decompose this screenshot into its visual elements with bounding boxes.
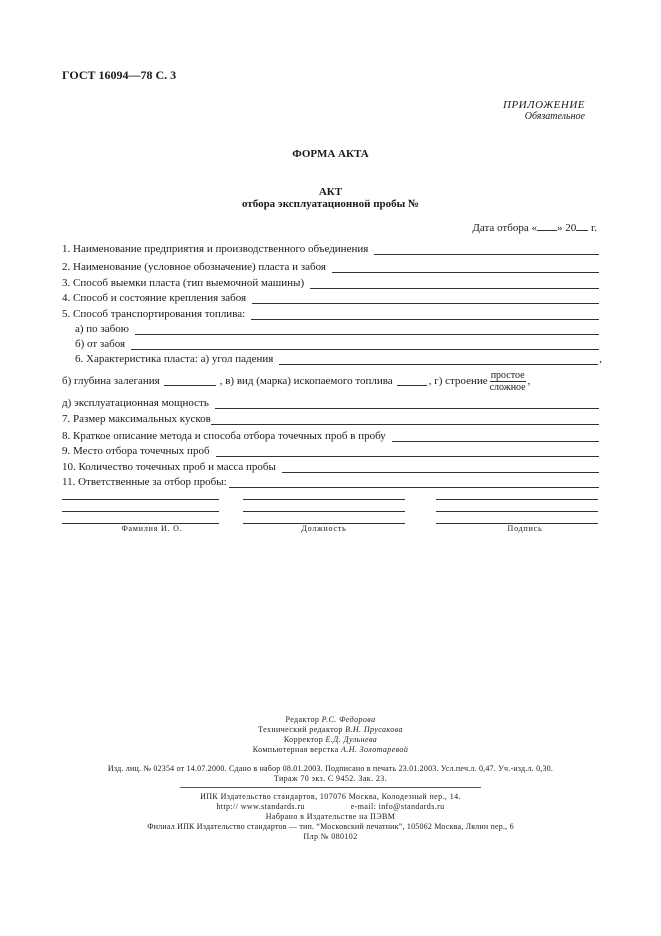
item-3-label: 3. Способ выемки пласта (тип выемочной машины): [62, 277, 305, 289]
item-10-label: 10. Количество точечных проб и масса пробы: [62, 461, 276, 473]
item-3-row: [62, 275, 599, 289]
item-5a-row: [75, 321, 599, 335]
item-7-row: [62, 411, 599, 425]
item-6-row: [75, 351, 602, 365]
signature-line-1[interactable]: [436, 499, 598, 500]
act-title: АКТ: [318, 186, 343, 198]
item-8-row: [62, 428, 599, 442]
imprint-contacts: [0, 802, 661, 812]
name-line-1[interactable]: [62, 499, 219, 500]
imprint-publisher: ИПК Издательство стандартов, 107076 Москва, Колодезный пер., 14.: [200, 792, 461, 801]
item-6-label: 6. Характеристика пласта: а) угол падения: [75, 353, 274, 365]
tech-editor-label: Технический редактор: [258, 725, 346, 734]
item-11-label: 11. Ответственные за отбор пробы:: [62, 476, 227, 488]
imprint-website: http:// www.standards.ru: [216, 802, 305, 811]
item-6d-field[interactable]: [215, 399, 599, 409]
item-1-field[interactable]: [374, 245, 599, 255]
tech-editor-name: В.Н. Прусакова: [345, 725, 403, 734]
tech-editor-line: [0, 725, 661, 735]
date-day-blank[interactable]: [537, 220, 557, 231]
item-9-row: [62, 443, 599, 457]
layout-name: А.Н. Золотаревой: [341, 745, 409, 754]
signature-line-2[interactable]: [436, 511, 598, 512]
item-10-field[interactable]: [282, 463, 599, 473]
item-2-field[interactable]: [332, 263, 599, 273]
item-9-label: 9. Место отбора точечных проб: [62, 445, 210, 457]
item-6b-label: б) глубина залегания: [62, 375, 160, 387]
item-6v-label: , в) вид (марка) ископаемого топлива: [219, 375, 393, 387]
item-11-field[interactable]: [229, 478, 599, 488]
appendix-label: [503, 99, 585, 123]
item-2-label: 2. Наименование (условное обозначение) пласта и забоя: [62, 261, 326, 273]
appendix-title: ПРИЛОЖЕНИЕ: [503, 99, 585, 111]
item-6b-row: [62, 367, 602, 395]
corrector-label: Корректор: [283, 735, 326, 744]
form-title: ФОРМА АКТА: [292, 148, 369, 160]
print-info-line: Изд. лиц. № 02354 от 14.07.2000. Сдано в набор 08.01.2003. Подписано в печать 23.01.2003. Усл.печ.л. 0,47. Уч.-изд.л. 0,30.: [107, 764, 554, 773]
item-1-label: 1. Наименование предприятия и производственного объединения: [62, 243, 369, 255]
act-subtitle: отбора эксплуатационной пробы №: [241, 198, 420, 210]
name-caption: Фамилия И. О.: [121, 524, 183, 533]
item-5a-label: а) по забою: [75, 323, 129, 335]
item-5b-row: [75, 336, 599, 350]
standard-header: ГОСТ 16094—78 С. 3: [62, 68, 177, 82]
item-6d-label: д) эксплуатационная мощность: [62, 397, 209, 409]
item-6d-row: [62, 395, 599, 409]
date-year-blank[interactable]: [576, 220, 588, 231]
date-end: г.: [588, 222, 597, 234]
imprint-typeset: Набрано в Издательстве на ПЭВМ: [265, 812, 396, 821]
item-6g-label: , г) строение: [428, 375, 488, 387]
item-8-label: 8. Краткое описание метода и способа отбора точечных проб в пробу: [62, 430, 386, 442]
item-4-field[interactable]: [252, 294, 599, 304]
item-5-field[interactable]: [251, 310, 599, 320]
editor-name: Р.С. Федорова: [321, 715, 376, 724]
signature-caption: Подпись: [507, 524, 543, 533]
item-6g-comma: ,: [527, 375, 531, 387]
editor-label: Редактор: [285, 715, 322, 724]
print-run-line: Тираж 70 экз. С 9452. Зак. 23.: [273, 774, 388, 783]
editor-line: [0, 715, 661, 725]
act-title-block: [0, 186, 661, 210]
item-5b-field[interactable]: [131, 340, 599, 350]
depth-field[interactable]: [164, 376, 216, 386]
structure-fraction: [490, 370, 526, 393]
item-1-row: [62, 241, 599, 255]
item-9-field[interactable]: [216, 447, 599, 457]
position-line-1[interactable]: [243, 499, 405, 500]
item-5b-label: б) от забоя: [75, 338, 126, 350]
item-8-field[interactable]: [392, 432, 599, 442]
item-5-label: 5. Способ транспортирования топлива:: [62, 308, 246, 320]
item-7-label: 7. Размер максимальных кусков: [62, 413, 211, 425]
item-4-row: [62, 290, 599, 304]
item-5-row: [62, 306, 599, 320]
name-line-2[interactable]: [62, 511, 219, 512]
corrector-name: Е.Д. Дульнева: [325, 735, 378, 744]
position-caption: Должность: [301, 524, 347, 533]
item-7-field[interactable]: [211, 415, 599, 425]
item-6-angle-field[interactable]: [279, 355, 598, 365]
imprint-email: e-mail: info@standards.ru: [350, 802, 445, 811]
imprint-branch: Филиал ИПК Издательство стандартов — тип. “Московский печатник”, 105062 Москва, Лялин пер., 6: [147, 822, 514, 831]
layout-label: Компьютерная верстка: [252, 745, 342, 754]
structure-complex: сложное: [489, 381, 526, 393]
imprint-license: Плр № 080102: [303, 832, 358, 841]
position-line-2[interactable]: [243, 511, 405, 512]
item-4-label: 4. Способ и состояние крепления забоя: [62, 292, 247, 304]
sampling-date: [472, 220, 597, 234]
item-6-comma: ,: [599, 353, 602, 365]
imprint-divider: [180, 787, 481, 788]
date-label: Дата отбора «: [472, 222, 537, 234]
fuel-grade-field[interactable]: [397, 376, 427, 386]
item-3-field[interactable]: [310, 279, 599, 289]
date-mid: » 20: [556, 222, 577, 234]
corrector-line: [0, 735, 661, 745]
appendix-subtitle: Обязательное: [524, 111, 585, 122]
structure-simple: простое: [490, 369, 525, 381]
item-11-row: [62, 474, 599, 488]
item-2-row: [62, 259, 599, 273]
item-5a-field[interactable]: [135, 325, 599, 335]
item-10-row: [62, 459, 599, 473]
layout-line: [0, 745, 661, 755]
